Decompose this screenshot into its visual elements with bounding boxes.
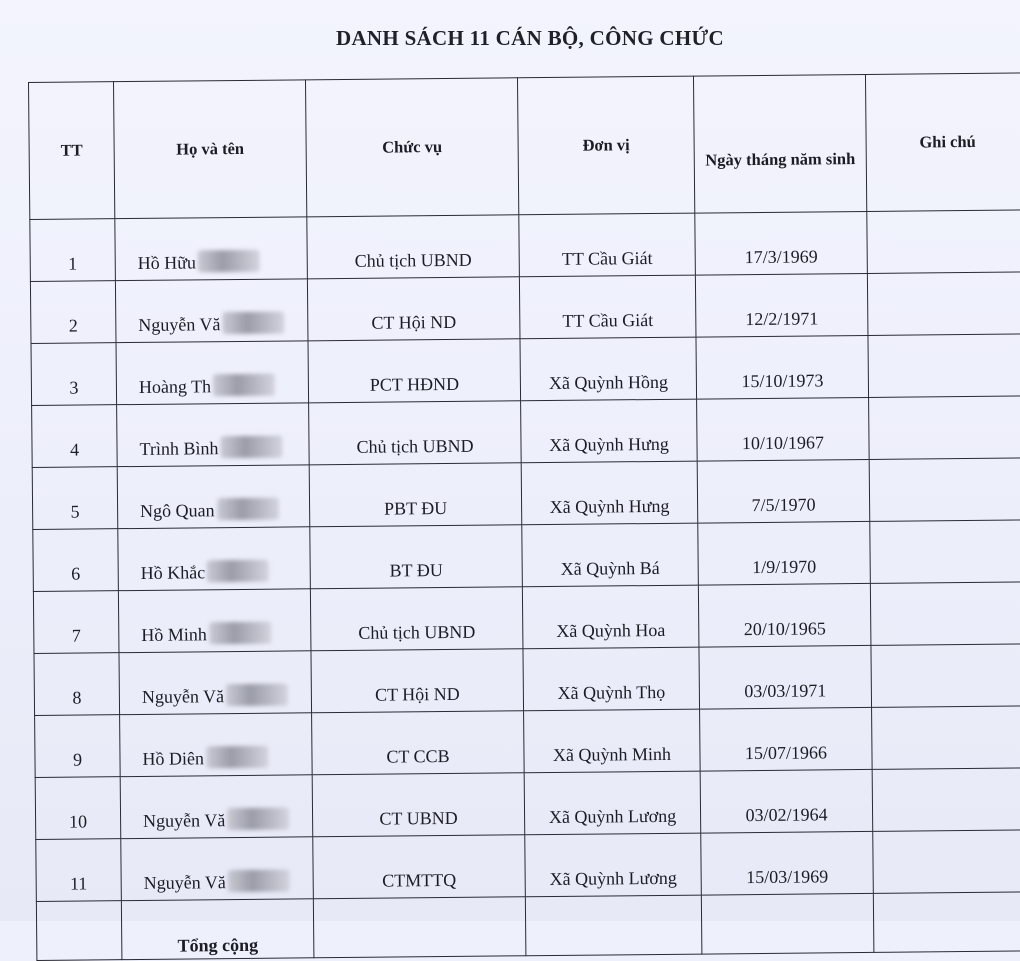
redaction-blur xyxy=(206,746,268,769)
cell-tt: 7 xyxy=(33,591,119,654)
name-text: Trình Bình xyxy=(139,438,219,459)
cell-unit: Xã Quỳnh Lương xyxy=(525,833,702,897)
header-dob: Ngày tháng năm sinh xyxy=(693,74,866,213)
table-row xyxy=(35,706,1020,778)
cell-unit: Xã Quỳnh Hưng xyxy=(521,399,698,463)
redaction-blur xyxy=(226,684,288,707)
cell-note xyxy=(872,768,1020,832)
name-text: Hồ Diên xyxy=(142,748,205,769)
cell-note xyxy=(869,458,1020,522)
cell-name xyxy=(120,775,313,839)
redaction-blur xyxy=(198,250,260,273)
cell-name xyxy=(120,713,313,777)
table-row xyxy=(34,644,1020,716)
redaction-blur xyxy=(217,498,279,521)
total-tt-cell xyxy=(36,901,122,961)
cell-tt: 2 xyxy=(30,281,116,344)
document-title: DANH SÁCH 11 CÁN BỘ, CÔNG CHỨC xyxy=(336,26,724,50)
cell-note xyxy=(872,706,1020,770)
cell-unit: Xã Quỳnh Bá xyxy=(522,523,699,587)
cell-dob: 17/3/1969 xyxy=(695,211,868,275)
total-unit-cell xyxy=(525,895,702,956)
total-note-cell xyxy=(873,892,1020,953)
redaction-blur xyxy=(228,870,290,893)
table-row xyxy=(35,768,1020,840)
cell-dob: 03/03/1971 xyxy=(699,645,872,709)
cell-name xyxy=(117,403,310,467)
cell-dob: 12/2/1971 xyxy=(695,273,868,337)
cell-unit: Xã Quỳnh Thọ xyxy=(523,647,700,711)
cell-dob: 1/9/1970 xyxy=(698,521,871,585)
cell-role: CT Hội ND xyxy=(311,649,524,713)
cell-role: PCT HĐND xyxy=(308,339,521,403)
cell-role: CT CCB xyxy=(312,711,525,775)
cell-tt: 5 xyxy=(32,467,118,530)
cell-role: Chủ tịch UBND xyxy=(307,215,520,279)
cell-dob: 15/03/1969 xyxy=(701,831,874,895)
cell-note xyxy=(871,644,1020,708)
cell-name xyxy=(119,651,312,715)
cell-dob: 10/10/1967 xyxy=(697,397,870,461)
table-container xyxy=(28,72,1020,956)
name-text: Nguyễn Vă xyxy=(143,872,226,893)
cell-note xyxy=(873,830,1020,894)
cell-tt: 10 xyxy=(35,777,121,840)
table-row xyxy=(30,272,1020,344)
total-label: Tổng cộng xyxy=(121,899,314,960)
cell-tt: 9 xyxy=(35,715,121,778)
redaction-blur xyxy=(227,808,289,831)
cell-note xyxy=(870,520,1020,584)
table-row xyxy=(32,458,1020,530)
redaction-blur xyxy=(222,312,284,335)
cell-unit: Xã Quỳnh Minh xyxy=(524,709,701,773)
cell-role: PBT ĐU xyxy=(309,463,522,527)
name-text: Hồ Hữu xyxy=(137,252,197,273)
table-row xyxy=(33,582,1020,654)
name-text: Ngô Quan xyxy=(140,500,215,521)
cell-dob: 15/07/1966 xyxy=(700,707,873,771)
cell-name xyxy=(118,527,311,591)
cell-role: CTMTTQ xyxy=(313,835,526,899)
cell-unit: Xã Quỳnh Hoa xyxy=(522,585,699,649)
cell-unit: TT Cầu Giát xyxy=(519,275,696,339)
cell-role: BT ĐU xyxy=(310,525,523,589)
redaction-blur xyxy=(213,374,275,397)
staff-table xyxy=(28,72,1020,961)
cell-role: CT UBND xyxy=(312,773,525,837)
name-text: Nguyễn Vă xyxy=(143,810,226,831)
table-row xyxy=(36,830,1020,902)
cell-tt: 8 xyxy=(34,653,120,716)
name-text: Hoàng Th xyxy=(138,376,212,397)
cell-dob: 7/5/1970 xyxy=(697,459,870,523)
cell-unit: Xã Quỳnh Hồng xyxy=(520,337,697,401)
name-text: Nguyễn Vă xyxy=(138,314,221,335)
table-row xyxy=(33,520,1020,592)
cell-unit: TT Cầu Giát xyxy=(519,213,696,277)
total-role-cell xyxy=(313,897,526,958)
cell-name xyxy=(121,837,314,901)
cell-tt: 3 xyxy=(31,343,117,406)
table-row xyxy=(32,396,1020,468)
header-role: Chức vụ xyxy=(305,78,518,217)
cell-dob: 20/10/1965 xyxy=(698,583,871,647)
cell-note xyxy=(868,334,1020,398)
cell-role: Chủ tịch UBND xyxy=(309,401,522,465)
cell-tt: 6 xyxy=(33,529,119,592)
total-row xyxy=(36,892,1020,961)
table-header-row xyxy=(29,73,1020,220)
redaction-blur xyxy=(207,560,269,583)
cell-name xyxy=(116,341,309,405)
cell-name xyxy=(117,465,310,529)
cell-role: Chủ tịch UBND xyxy=(310,587,523,651)
cell-dob: 03/02/1964 xyxy=(700,769,873,833)
name-text: Hồ Khắc xyxy=(140,562,206,583)
redaction-blur xyxy=(220,436,282,459)
cell-tt: 4 xyxy=(32,405,118,468)
cell-name xyxy=(118,589,311,653)
cell-unit: Xã Quỳnh Lương xyxy=(524,771,701,835)
cell-tt: 1 xyxy=(30,219,116,282)
cell-note xyxy=(870,582,1020,646)
cell-dob: 15/10/1973 xyxy=(696,335,869,399)
name-text: Hồ Minh xyxy=(141,624,207,645)
total-dob-cell xyxy=(701,893,874,954)
cell-note xyxy=(867,210,1020,274)
table-row xyxy=(31,334,1020,406)
cell-name xyxy=(115,279,308,343)
cell-note xyxy=(869,396,1020,460)
cell-role: CT Hội ND xyxy=(307,277,520,341)
header-unit: Đơn vị xyxy=(517,76,694,215)
cell-unit: Xã Quỳnh Hưng xyxy=(521,461,698,525)
header-note: Ghi chú xyxy=(865,73,1020,212)
header-name: Họ và tên xyxy=(114,80,307,219)
cell-name xyxy=(115,217,308,281)
name-text: Nguyễn Vă xyxy=(141,686,225,707)
header-tt: TT xyxy=(29,82,115,220)
redaction-blur xyxy=(209,622,271,645)
table-row xyxy=(30,210,1020,282)
cell-note xyxy=(867,272,1020,336)
cell-tt: 11 xyxy=(36,839,122,902)
